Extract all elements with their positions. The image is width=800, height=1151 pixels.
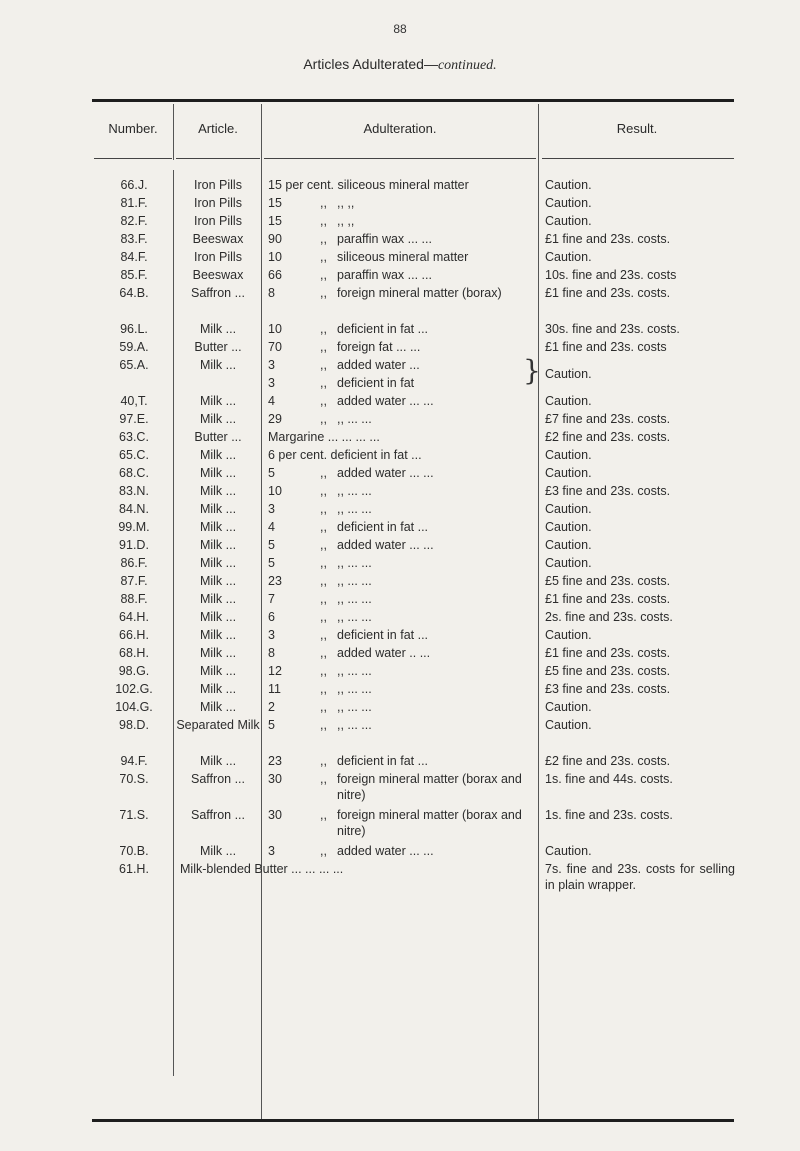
row-percent: 10 [268,322,282,336]
row-adulteration: Margarine ... ... ... ... [268,430,380,444]
row-number: 68.H. [119,646,149,660]
row-percent: 4 [268,394,275,408]
table-row [0,753,800,771]
row-article: Milk ... [199,466,237,480]
row-article: Saffron ... [191,772,245,786]
row-result: 1s. fine and 23s. costs. [545,808,673,822]
row-number: 104.G. [115,700,153,714]
row-result: Caution. [545,628,592,642]
row-number: 99.M. [118,520,150,534]
row-percent: 12 [268,664,282,678]
table-row [0,843,800,861]
row-result: Caution. [545,367,592,381]
row-ditto: ,, [320,466,327,480]
row-substance: paraffin wax ... ... [337,232,432,246]
row-article: Milk ... [199,844,237,858]
table-row [0,501,800,519]
table-row [0,267,800,285]
table-row [0,321,800,339]
row-percent: 70 [268,340,282,354]
row-article: Separated Milk [176,718,260,732]
row-number: 102.G. [115,682,153,696]
row-article: Iron Pills [194,214,242,228]
row-percent: 90 [268,232,282,246]
table-row [0,627,800,645]
row-ditto-2: ,, [320,376,327,390]
table-row [0,429,800,447]
row-article: Milk ... [199,574,237,588]
row-percent: 3 [268,628,275,642]
table-row [0,213,800,231]
row-article: Milk ... [199,682,237,696]
row-article: Milk ... [199,412,237,426]
row-number: 68.C. [119,466,149,480]
table-row [0,231,800,249]
table-row [0,465,800,483]
table-row [0,354,800,390]
row-article: Beeswax [192,268,244,282]
row-substance: ,, ... ... [337,700,372,714]
row-result: £3 fine and 23s. costs. [545,682,671,696]
table-row [0,861,800,892]
row-result: £1 fine and 23s. costs [545,340,667,354]
row-result: Caution. [545,250,592,264]
header-underline-article [176,158,260,159]
row-substance: ,, ,, [337,214,355,228]
table-row [0,249,800,267]
row-substance: siliceous mineral matter [337,250,469,264]
row-result: £5 fine and 23s. costs. [545,664,671,678]
table-row [0,663,800,681]
row-substance: ,, ... ... [337,412,372,426]
row-adulteration: 6 per cent. deficient in fat ... [268,448,422,462]
table-row [0,411,800,429]
row-substance: ,, ... ... [337,592,372,606]
table-row [0,573,800,591]
row-result: Caution. [545,196,592,210]
row-number: 63.C. [119,430,149,444]
row-ditto: ,, [320,484,327,498]
row-article: Milk ... [199,448,237,462]
row-article: Milk ... [199,628,237,642]
row-result: Caution. [545,502,592,516]
row-result: Caution. [545,178,592,192]
row-substance: ,, ... ... [337,574,372,588]
row-ditto: ,, [320,214,327,228]
title-main: Articles Adulterated— [303,56,438,72]
row-ditto: ,, [320,664,327,678]
row-result: Caution. [545,538,592,552]
row-ditto: ,, [320,772,327,786]
row-number: 98.G. [118,664,150,678]
row-number: 66.J. [120,178,148,192]
row-result: £2 fine and 23s. costs. [545,430,671,444]
row-ditto: ,, [320,394,327,408]
row-substance: ,, ... ... [337,718,372,732]
row-result: 10s. fine and 23s. costs [545,268,677,282]
row-ditto: ,, [320,250,327,264]
table-row [0,807,800,838]
row-percent: 11 [268,682,281,696]
row-article: Butter ... [194,340,242,354]
row-article: Saffron ... [191,286,245,300]
row-ditto: ,, [320,502,327,516]
brace-glyph: } [523,354,541,387]
table-row [0,339,800,357]
row-result: £1 fine and 23s. costs. [545,286,671,300]
row-number: 65.A. [119,358,149,372]
row-percent: 5 [268,538,275,552]
row-ditto: ,, [320,592,327,606]
row-article: Milk ... [199,484,237,498]
row-article: Milk ... [199,322,237,336]
header-number: Number. [108,121,158,136]
row-percent: 3 [268,502,275,516]
row-ditto: ,, [320,268,327,282]
row-percent: 66 [268,268,282,282]
row-number: 64.H. [119,610,149,624]
header-result: Result. [616,121,658,136]
row-number: 66.H. [119,628,149,642]
row-number: 82.F. [120,214,148,228]
table-row [0,555,800,573]
header-underline-number [94,158,172,159]
table-row [0,177,800,195]
row-result: £5 fine and 23s. costs. [545,574,671,588]
row-number: 83.N. [119,484,149,498]
row-number: 61.H. [119,862,149,876]
table-row [0,591,800,609]
row-number: 87.F. [120,574,148,588]
row-ditto: ,, [320,196,327,210]
row-article: Saffron ... [191,808,245,822]
table-row [0,195,800,213]
row-article: Milk ... [199,556,237,570]
row-substance: foreign mineral matter (borax) [337,286,502,300]
row-number: 70.B. [119,844,149,858]
row-substance: added water ... [337,358,420,372]
row-number: 81.F. [120,196,148,210]
table-row [0,519,800,537]
row-ditto: ,, [320,520,327,534]
row-percent: 5 [268,466,275,480]
row-result: Caution. [545,520,592,534]
table-row [0,681,800,699]
row-substance: ,, ... ... [337,682,372,696]
row-percent: 6 [268,610,275,624]
table-row [0,645,800,663]
header-adulteration: Adulteration. [363,121,437,136]
row-substance: ,, ... ... [337,484,372,498]
row-ditto: ,, [320,286,327,300]
row-substance: foreign mineral matter (borax and nitre) [337,808,522,838]
row-number: 96.L. [120,322,148,336]
row-ditto: ,, [320,412,327,426]
row-adulteration: 15 per cent. siliceous mineral matter [268,178,469,192]
row-substance: foreign fat ... ... [337,340,421,354]
row-ditto: ,, [320,556,327,570]
row-result: £3 fine and 23s. costs. [545,484,671,498]
row-percent: 5 [268,718,275,732]
row-result: Caution. [545,718,592,732]
row-substance: added water ... ... [337,844,434,858]
row-article: Milk ... [199,610,237,624]
row-number: 83.F. [120,232,148,246]
row-article: Milk ... [199,358,237,372]
row-result: 7s. fine and 23s. costs for selling in plain wrapper. [545,862,735,892]
header-underline-adulteration [264,158,536,159]
row-percent: 15 [268,214,282,228]
row-ditto: ,, [320,754,327,768]
title-continued: continued. [437,58,497,73]
row-article: Milk ... [199,502,237,516]
row-percent: 10 [268,250,282,264]
row-result: 2s. fine and 23s. costs. [545,610,673,624]
row-article: Milk ... [199,520,237,534]
row-substance: deficient in fat ... [337,628,429,642]
row-number: 94.F. [120,754,148,768]
row-ditto: ,, [320,232,327,246]
row-substance: deficient in fat ... [337,520,429,534]
row-substance: ,, ... ... [337,610,372,624]
row-article: Iron Pills [194,250,242,264]
row-ditto: ,, [320,718,327,732]
row-percent: 30 [268,772,282,786]
header-underline-result [542,158,734,159]
table-row [0,771,800,802]
row-substance: foreign mineral matter (borax and nitre) [337,772,522,802]
row-percent: 3 [268,358,275,372]
row-percent: 8 [268,646,275,660]
row-number: 97.E. [119,412,149,426]
row-ditto: ,, [320,322,327,336]
row-number: 85.F. [120,268,148,282]
row-percent: 23 [268,754,282,768]
row-article: Butter ... [194,430,242,444]
row-substance: ,, ... ... [337,664,372,678]
row-article: Milk ... [199,754,237,768]
row-result: 30s. fine and 23s. costs. [545,322,680,336]
row-result: Caution. [545,700,592,714]
row-number: 71.S. [119,808,149,822]
row-percent: 23 [268,574,282,588]
table-top-rule [92,99,734,102]
row-result: Caution. [545,394,592,408]
table-row [0,447,800,465]
row-article: Milk ... [199,646,237,660]
row-number: 98.D. [119,718,149,732]
row-article: Iron Pills [194,178,242,192]
row-percent: 7 [268,592,275,606]
table-row [0,537,800,555]
row-substance-2: deficient in fat [337,376,415,390]
table-row [0,609,800,627]
row-article: Beeswax [192,232,244,246]
page-number: 88 [393,22,407,36]
row-result: Caution. [545,214,592,228]
row-number: 88.F. [120,592,148,606]
row-article: Milk ... [199,592,237,606]
row-ditto: ,, [320,646,327,660]
row-substance: ,, ... ... [337,502,372,516]
row-result: £1 fine and 23s. costs. [545,592,671,606]
row-substance: ,, ... ... [337,556,372,570]
row-percent: 15 [268,196,282,210]
row-substance: added water ... ... [337,538,434,552]
row-ditto: ,, [320,358,327,372]
row-number: 59.A. [119,340,149,354]
row-ditto: ,, [320,610,327,624]
row-percent: 2 [268,700,275,714]
row-percent: 29 [268,412,282,426]
row-result: 1s. fine and 44s. costs. [545,772,673,786]
row-result: £1 fine and 23s. costs. [545,232,671,246]
row-number: 65.C. [119,448,149,462]
row-article: Milk ... [199,664,237,678]
row-ditto: ,, [320,682,327,696]
row-result: £1 fine and 23s. costs. [545,646,671,660]
row-article: Milk ... [199,538,237,552]
table-row [0,483,800,501]
row-result: Caution. [545,448,592,462]
row-substance: added water ... ... [337,394,434,408]
row-result: £2 fine and 23s. costs. [545,754,671,768]
row-percent: 3 [268,844,275,858]
row-substance: ,, ,, [337,196,355,210]
row-number: 84.F. [120,250,148,264]
header-article: Article. [198,121,238,136]
row-percent: 4 [268,520,275,534]
row-result: £7 fine and 23s. costs. [545,412,671,426]
row-substance: deficient in fat ... [337,322,429,336]
row-article: Iron Pills [194,196,242,210]
row-percent: 30 [268,808,282,822]
row-substance: added water .. ... [337,646,431,660]
row-number: 70.S. [119,772,149,786]
row-substance: added water ... ... [337,466,434,480]
row-number: 84.N. [119,502,149,516]
row-article: Milk-blended Butter ... ... ... ... [180,862,344,876]
row-ditto: ,, [320,574,327,588]
row-ditto: ,, [320,340,327,354]
row-percent-2: 3 [268,376,275,390]
row-ditto: ,, [320,538,327,552]
row-percent: 8 [268,286,275,300]
row-article: Milk ... [199,394,237,408]
table-row [0,393,800,411]
table-row [0,717,800,735]
row-number: 64.B. [119,286,149,300]
table-bottom-rule [92,1119,734,1122]
row-number: 86.F. [120,556,148,570]
table-row [0,699,800,717]
row-article: Milk ... [199,700,237,714]
row-substance: paraffin wax ... ... [337,268,432,282]
row-number: 40,T. [120,394,148,408]
row-result: Caution. [545,466,592,480]
row-substance: deficient in fat ... [337,754,429,768]
row-ditto: ,, [320,844,327,858]
row-percent: 10 [268,484,282,498]
row-ditto: ,, [320,628,327,642]
row-result: Caution. [545,556,592,570]
row-number: 91.D. [119,538,149,552]
column-divider-number [173,104,174,160]
row-result: Caution. [545,844,592,858]
row-ditto: ,, [320,808,327,822]
row-percent: 5 [268,556,275,570]
row-ditto: ,, [320,700,327,714]
table-row [0,285,800,303]
table-title [0,56,800,74]
